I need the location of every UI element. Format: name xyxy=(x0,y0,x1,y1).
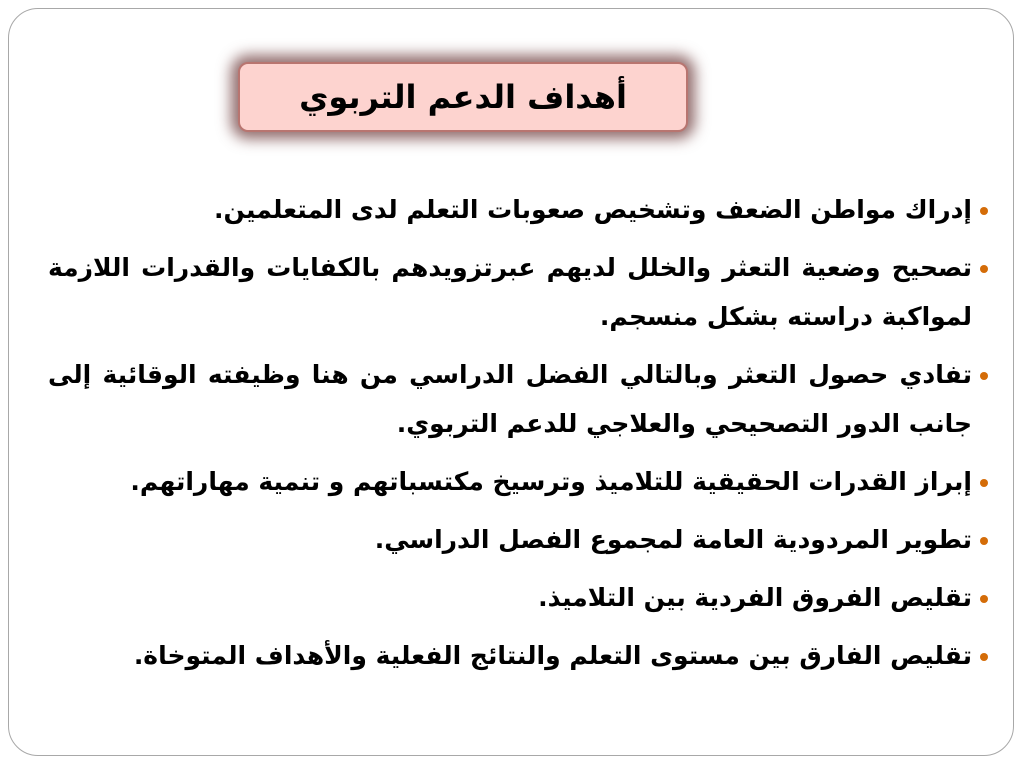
bullet-item xyxy=(48,457,988,506)
bullet-item xyxy=(48,573,988,622)
bullet-dot-icon xyxy=(980,479,988,487)
bullet-item xyxy=(48,631,988,680)
title-box xyxy=(238,62,688,132)
bullet-item xyxy=(48,185,988,234)
bullet-dot-icon xyxy=(980,595,988,603)
bullet-item xyxy=(48,243,988,341)
bullet-dot-icon xyxy=(980,207,988,215)
bullet-text: إبراز القدرات الحقيقية للتلاميذ وترسيخ مكتسباتهم و تنمية مهاراتهم. xyxy=(130,467,972,496)
bullet-text: تصحيح وضعية التعثر والخلل لديهم عبرتزويدهم بالكفايات والقدرات اللازمة لمواكبة دراسته بشكل منسجم. xyxy=(48,253,972,331)
bullet-dot-icon xyxy=(980,372,988,380)
slide-title: أهداف الدعم التربوي xyxy=(299,78,627,116)
bullet-dot-icon xyxy=(980,537,988,545)
bullet-text: تفادي حصول التعثر وبالتالي الفضل الدراسي من هنا وظيفته الوقائية إلى جانب الدور التصحيحي والعلاجي للدعم التربوي. xyxy=(48,360,972,438)
bullet-dot-icon xyxy=(980,653,988,661)
bullet-item xyxy=(48,515,988,564)
bullet-text: إدراك مواطن الضعف وتشخيص صعوبات التعلم لدى المتعلمين. xyxy=(214,195,972,224)
bullet-text: تقليص الفارق بين مستوى التعلم والنتائج الفعلية والأهداف المتوخاة. xyxy=(133,641,972,670)
bullet-text: تقليص الفروق الفردية بين التلاميذ. xyxy=(538,583,972,612)
bullet-text: تطوير المردودية العامة لمجموع الفصل الدراسي. xyxy=(374,525,972,554)
bullet-item xyxy=(48,350,988,448)
bullet-list xyxy=(48,185,988,689)
bullet-dot-icon xyxy=(980,265,988,273)
